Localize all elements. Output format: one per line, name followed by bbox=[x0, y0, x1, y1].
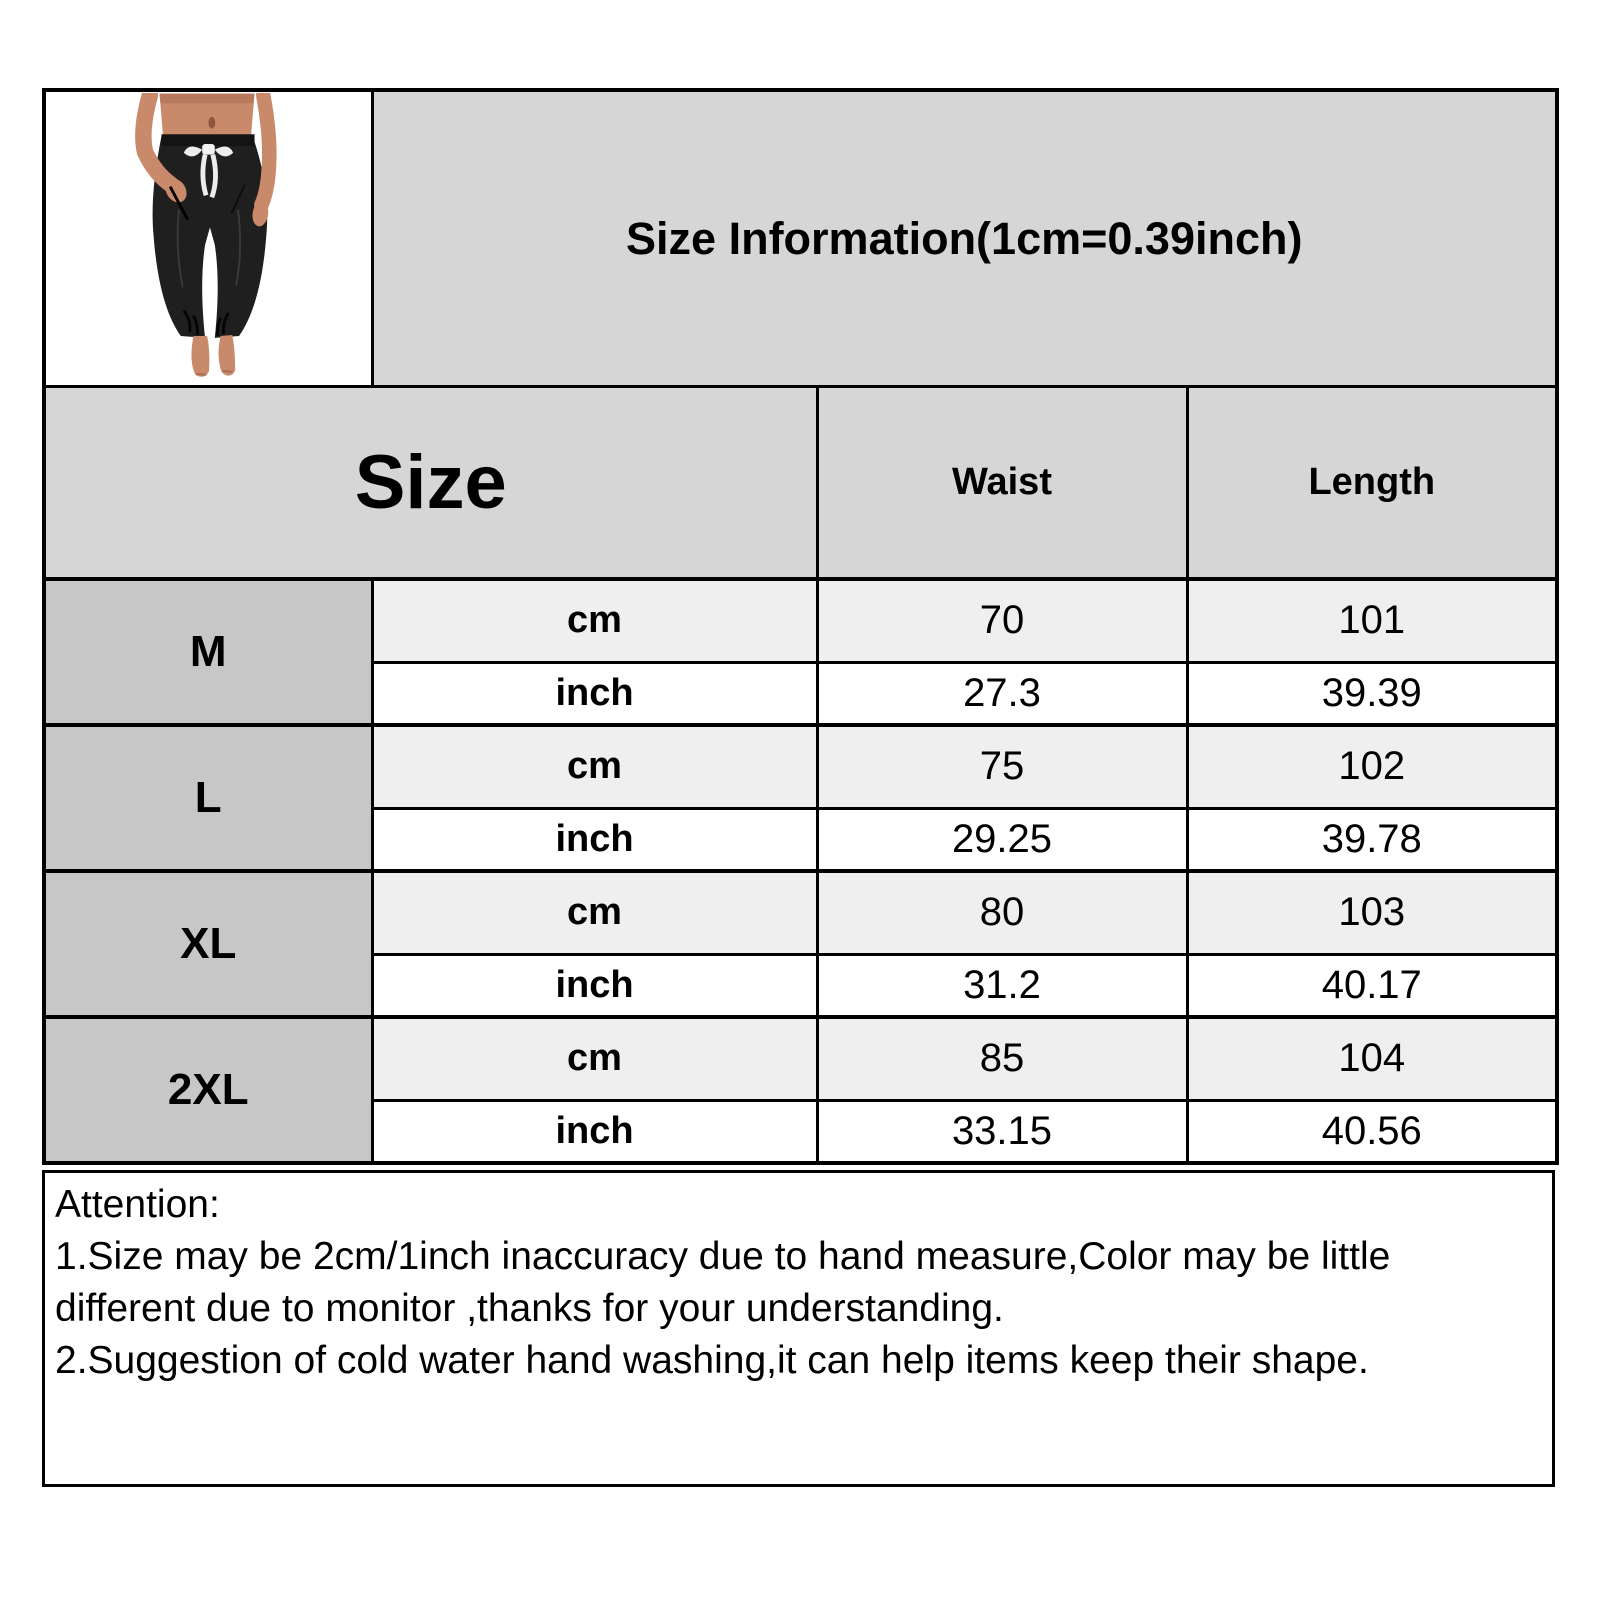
length-value: 39.78 bbox=[1187, 809, 1557, 871]
length-value: 40.56 bbox=[1187, 1101, 1557, 1163]
column-header-waist: Waist bbox=[817, 387, 1187, 579]
table-row bbox=[44, 579, 1557, 663]
length-value: 102 bbox=[1187, 725, 1557, 809]
unit-label: cm bbox=[372, 579, 817, 663]
table-row bbox=[44, 1017, 1557, 1101]
table-header-row bbox=[44, 387, 1557, 579]
size-row-label-2xl: 2XL bbox=[44, 1017, 372, 1163]
unit-label: inch bbox=[372, 955, 817, 1017]
length-value: 39.39 bbox=[1187, 663, 1557, 725]
unit-label: cm bbox=[372, 725, 817, 809]
attention-line: different due to monitor ,thanks for your understanding. bbox=[55, 1286, 1004, 1330]
attention-line: 2.Suggestion of cold water hand washing,it can help items keep their shape. bbox=[55, 1338, 1369, 1382]
waist-value: 70 bbox=[817, 579, 1187, 663]
waist-value: 75 bbox=[817, 725, 1187, 809]
size-info-title: Size Information(1cm=0.39inch) bbox=[372, 90, 1557, 387]
column-header-size: Size bbox=[44, 387, 817, 579]
size-row-label-m: M bbox=[44, 579, 372, 725]
waist-value: 80 bbox=[817, 871, 1187, 955]
table-row bbox=[44, 871, 1557, 955]
column-header-length: Length bbox=[1187, 387, 1557, 579]
unit-label: inch bbox=[372, 663, 817, 725]
attention-heading: Attention: bbox=[55, 1182, 220, 1226]
unit-label: cm bbox=[372, 1017, 817, 1101]
waist-value: 31.2 bbox=[817, 955, 1187, 1017]
photo-title-row bbox=[44, 90, 1557, 387]
table-row bbox=[44, 725, 1557, 809]
length-value: 103 bbox=[1187, 871, 1557, 955]
waist-value: 33.15 bbox=[817, 1101, 1187, 1163]
length-value: 104 bbox=[1187, 1017, 1557, 1101]
length-value: 40.17 bbox=[1187, 955, 1557, 1017]
product-photo-jogger-pants bbox=[48, 93, 368, 385]
unit-label: inch bbox=[372, 809, 817, 871]
attention-note bbox=[42, 1170, 1555, 1487]
waist-value: 29.25 bbox=[817, 809, 1187, 871]
waist-value: 27.3 bbox=[817, 663, 1187, 725]
size-chart-sheet bbox=[42, 88, 1555, 1487]
waist-value: 85 bbox=[817, 1017, 1187, 1101]
size-row-label-xl: XL bbox=[44, 871, 372, 1017]
unit-label: inch bbox=[372, 1101, 817, 1163]
attention-line: 1.Size may be 2cm/1inch inaccuracy due to hand measure,Color may be little bbox=[55, 1234, 1391, 1278]
size-table bbox=[42, 88, 1559, 1165]
size-row-label-l: L bbox=[44, 725, 372, 871]
unit-label: cm bbox=[372, 871, 817, 955]
product-photo-cell bbox=[44, 90, 372, 387]
length-value: 101 bbox=[1187, 579, 1557, 663]
